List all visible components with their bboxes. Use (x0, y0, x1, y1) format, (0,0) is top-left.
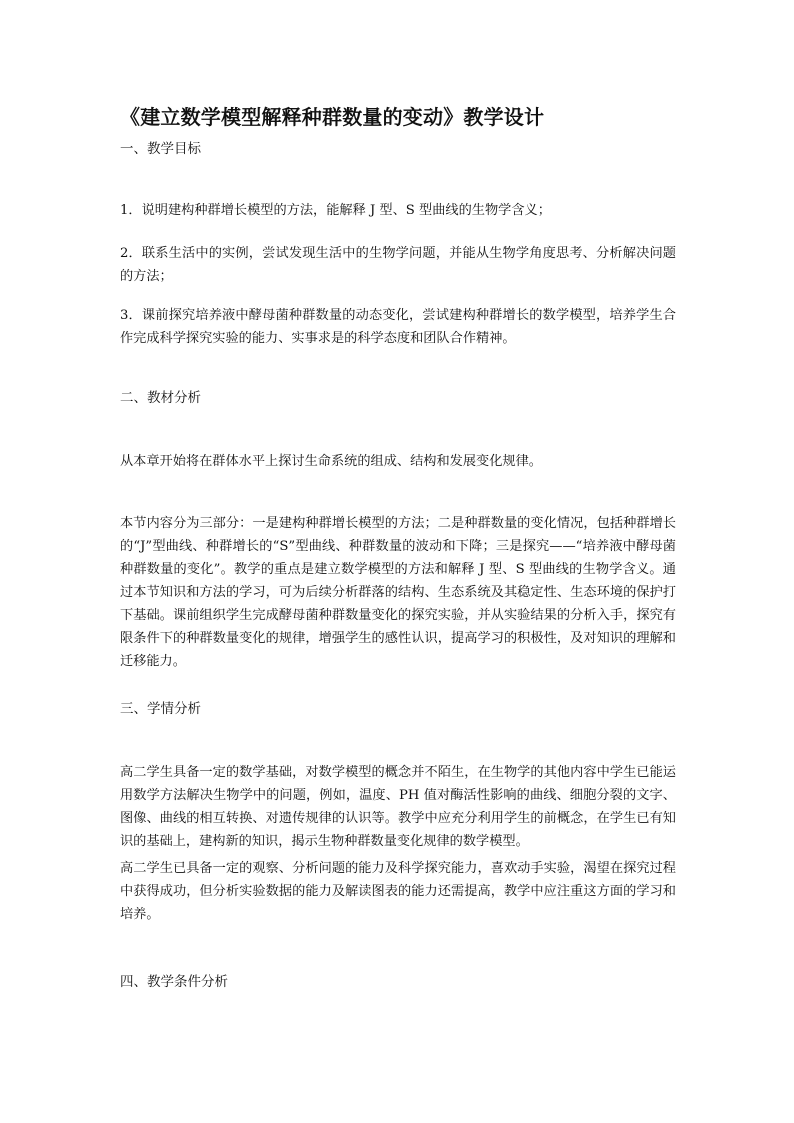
textbook-paragraph-1: 从本章开始将在群体水平上探讨生命系统的组成、结构和发展变化规律。 (120, 454, 542, 469)
objective-paragraph-2: 2．联系生活中的实例，尝试发现生活中的生物学问题，并能从生物学角度思考、分析解决问题的方法； (120, 246, 676, 284)
section-heading-student-analysis: 三、学情分析 (120, 701, 201, 717)
student-paragraph-2: 高二学生已具备一定的观察、分析问题的能力及科学探究能力，喜欢动手实验，渴望在探究过程中获得成功，但分析实验数据的能力及解读图表的能力还需提高，教学中应注重这方面的学习和培养。 (120, 861, 676, 922)
objective-paragraph-1: 1．说明建构种群增长模型的方法，能解释 J 型、S 型曲线的生物学含义； (120, 203, 551, 218)
section-heading-teaching-conditions: 四、教学条件分析 (120, 974, 228, 990)
student-paragraph-1: 高二学生具备一定的数学基础，对数学模型的概念并不陌生，在生物学的其他内容中学生已能运用数学方法解决生物学中的问题，例如，温度、PH 值对酶活性影响的曲线、细胞分裂的文字、图像、曲线的相互转换、对遗传规律的认识等。教学中应充分利用学生的前概念，在学生已有知识的基础上，建构新的知识，揭示生物种群数量变化规律的数学模型。 (120, 765, 676, 849)
section-heading-objectives: 一、教学目标 (120, 141, 201, 157)
textbook-paragraph-2: 本节内容分为三部分：一是建构种群增长模型的方法；二是种群数量的变化情况，包括种群增长的“J”型曲线、种群增长的“S”型曲线、种群数量的波动和下降；三是探究——“培养液中酵母菌种群数量的变化”。教学的重点是建立数学模型的方法和解释 J 型、S 型曲线的生物学含义。通过本节知识和方法的学习，可为后续分析群落的结构、生态系统及其稳定性、生态环境的保护打下基础。课前组织学生完成酵母菌种群数量变化的探究实验，并从实验结果的分析入手，探究有限条件下的种群数量变化的规律，增强学生的感性认识，提高学习的积极性，及对知识的理解和迁移能力。 (120, 516, 676, 669)
section-heading-textbook-analysis: 二、教材分析 (120, 390, 201, 406)
objective-paragraph-3: 3．课前探究培养液中酵母菌种群数量的动态变化，尝试建构种群增长的数学模型，培养学生合作完成科学探究实验的能力、实事求是的科学态度和团队合作精神。 (120, 308, 676, 346)
document-title: 《建立数学模型解释种群数量的变动》教学设计 (120, 105, 545, 129)
